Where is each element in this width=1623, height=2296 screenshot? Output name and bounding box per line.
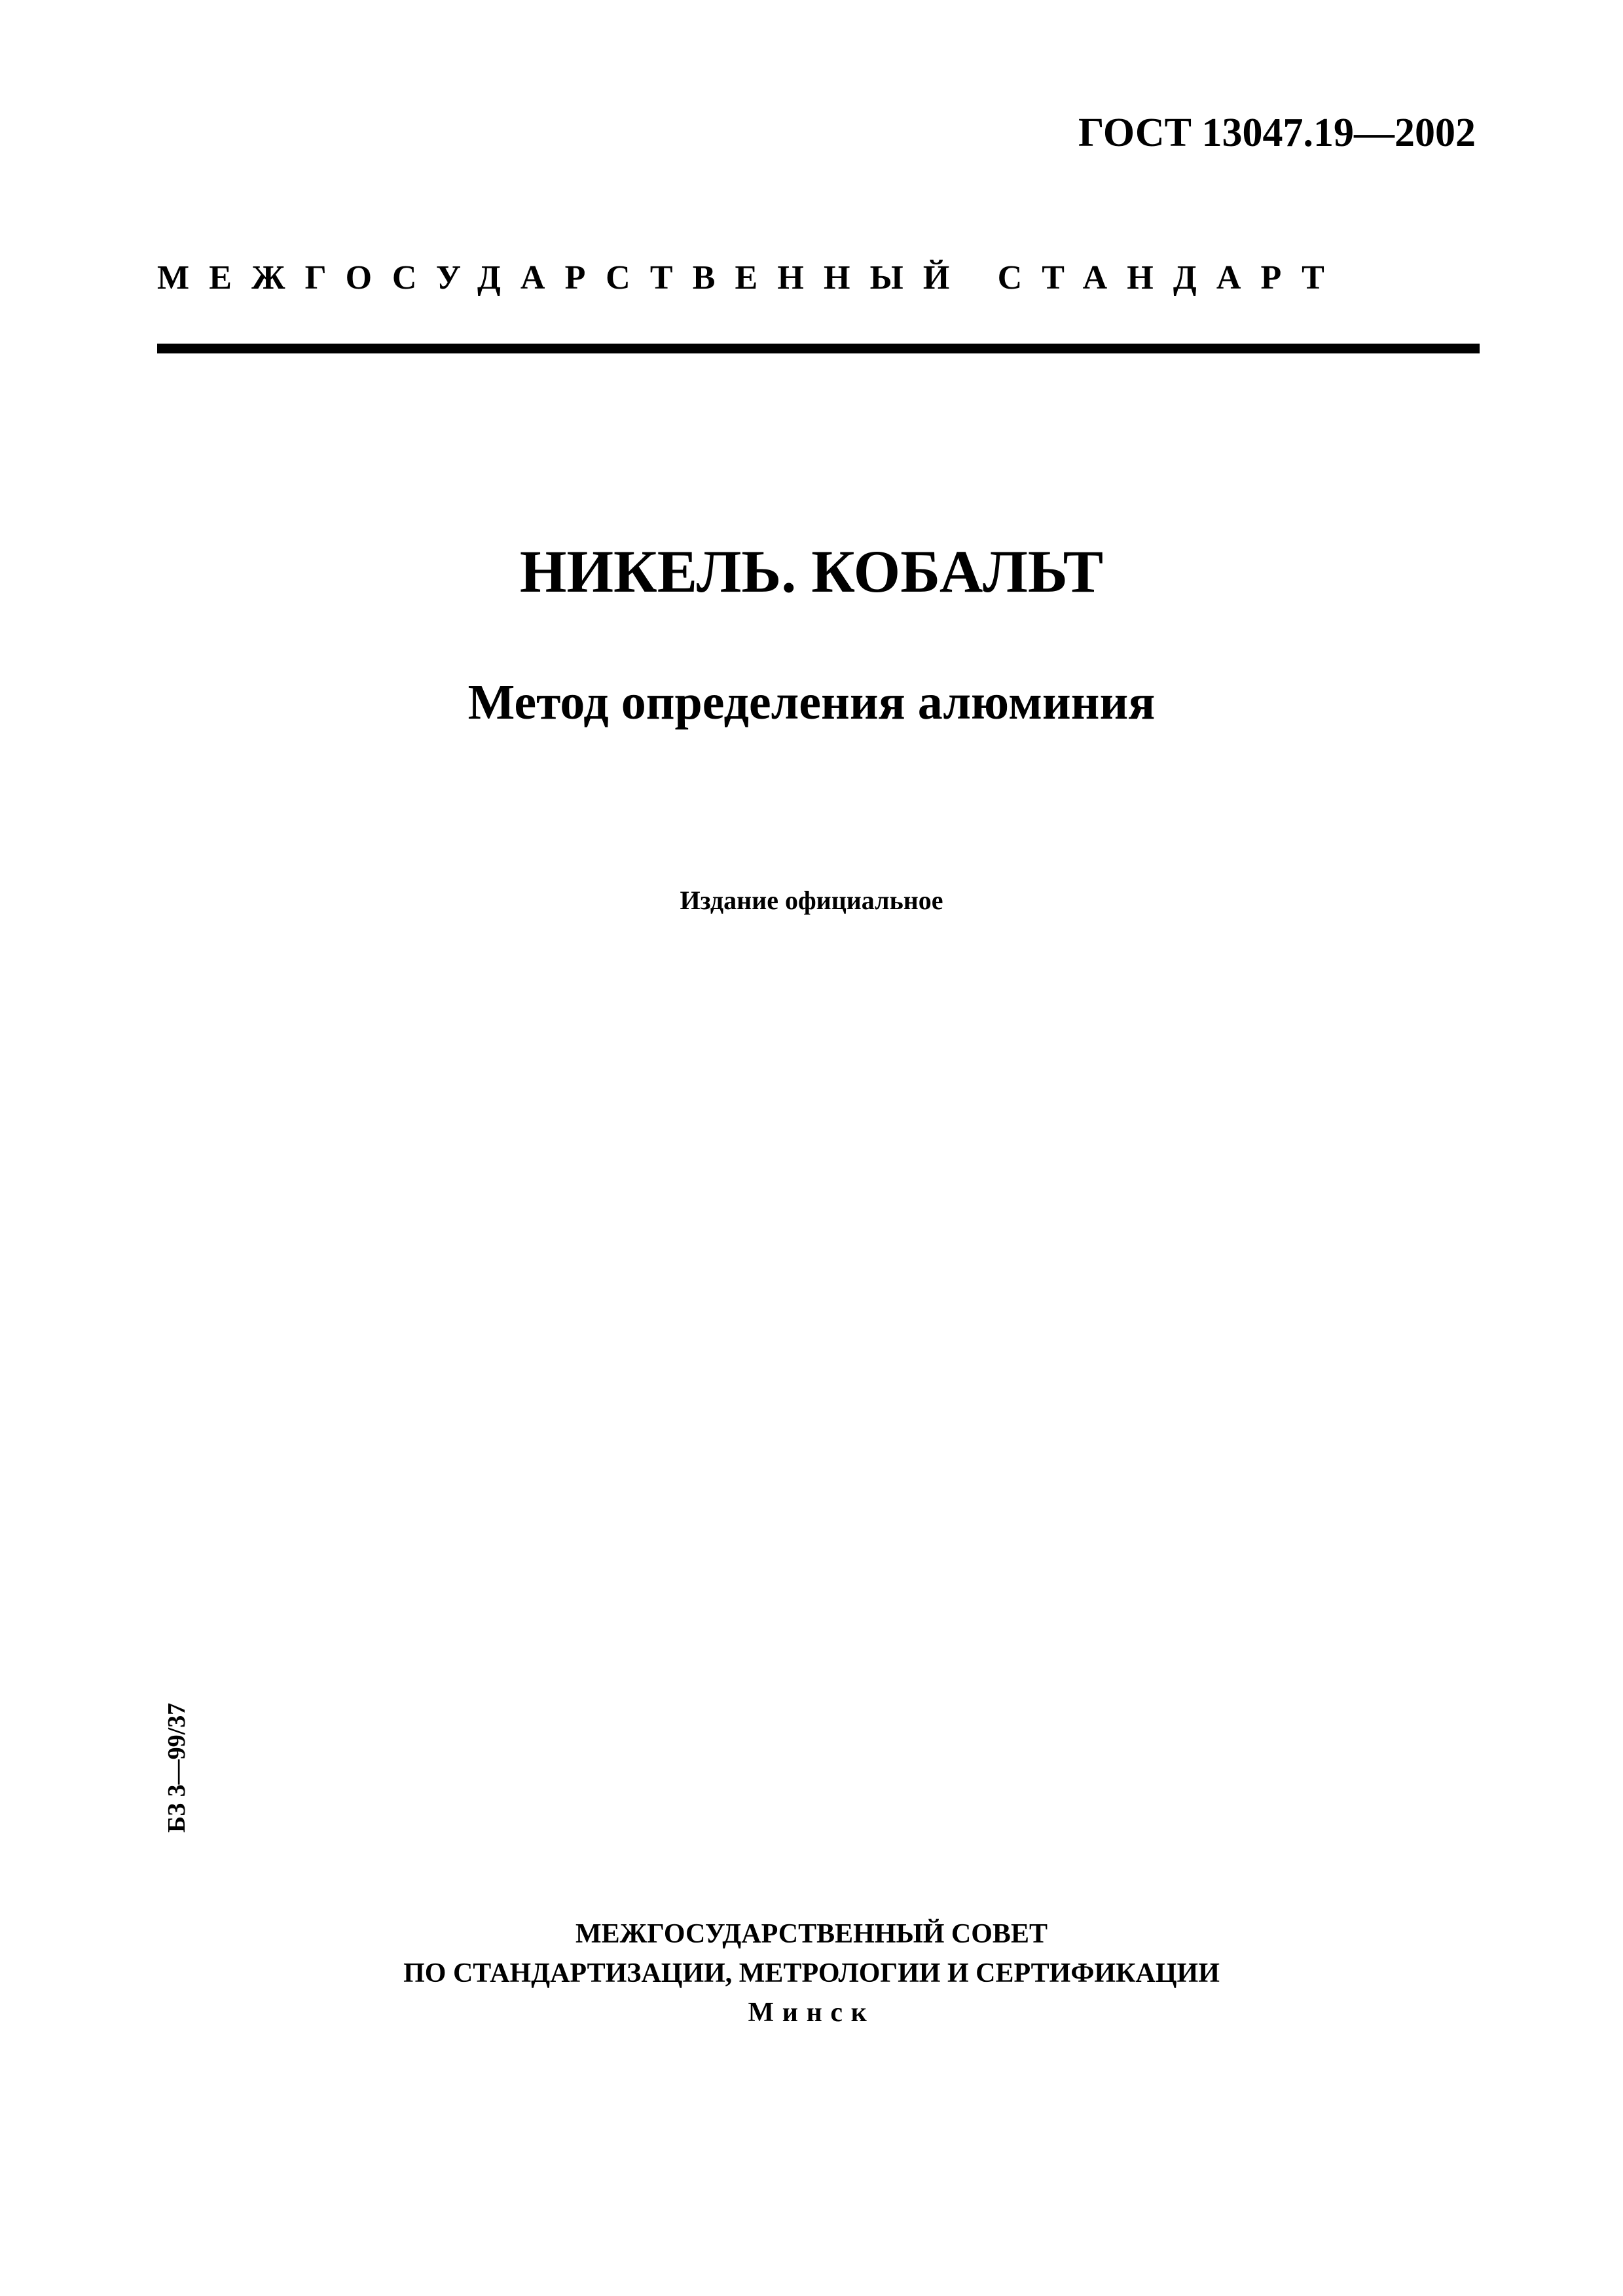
standard-type-heading: МЕЖГОСУДАРСТВЕННЫЙ СТАНДАРТ [157, 259, 1344, 296]
publisher-line-1: МЕЖГОСУДАРСТВЕННЫЙ СОВЕТ [575, 1919, 1048, 1949]
publisher-block [0, 1914, 1623, 2032]
page-title: НИКЕЛЬ. КОБАЛЬТ [519, 538, 1104, 605]
header-divider [157, 344, 1480, 353]
publisher-city: Минск [748, 1998, 875, 2028]
page-subtitle: Метод определения алюминия [467, 675, 1156, 730]
edition-label: Издание официальное [680, 886, 943, 915]
publisher-line-2: ПО СТАНДАРТИЗАЦИИ, МЕТРОЛОГИИ И СЕРТИФИКАЦИИ [403, 1958, 1220, 1988]
document-number: ГОСТ 13047.19—2002 [1078, 111, 1476, 155]
side-code-label: БЗ 3—99/37 [163, 1702, 191, 1833]
